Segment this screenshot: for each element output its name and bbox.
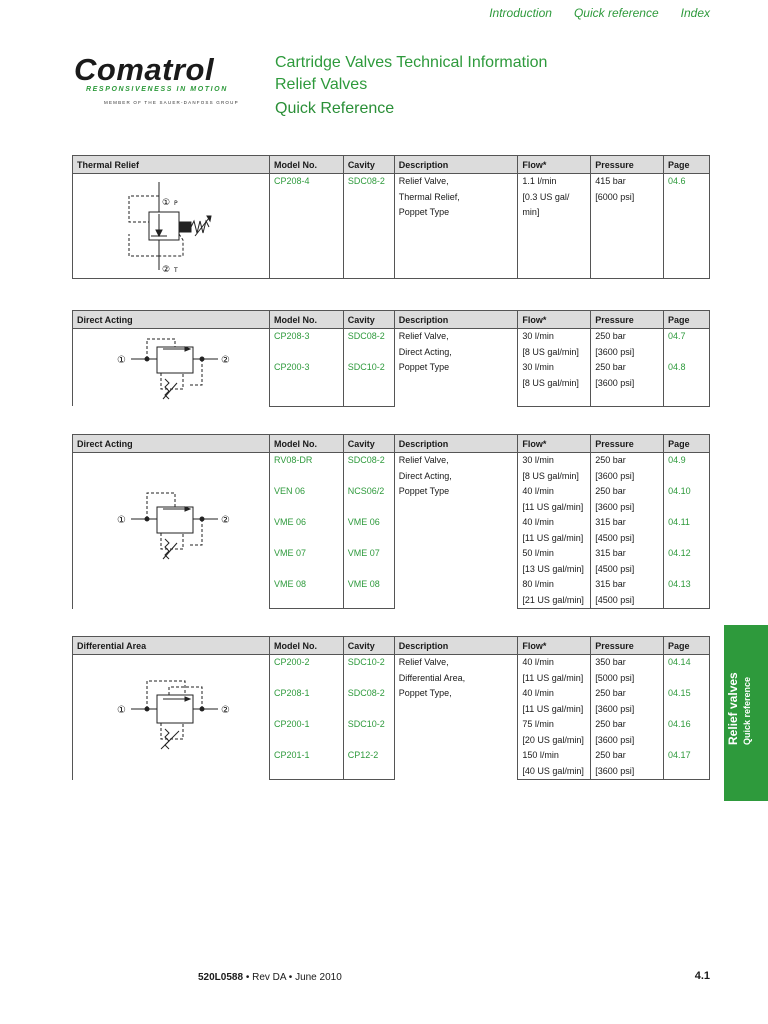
section-title: Direct Acting (73, 435, 270, 453)
model-number[interactable]: RV08-DR (270, 453, 344, 485)
comatrol-logo (74, 52, 262, 105)
flow (518, 174, 591, 279)
pressure-line: 350 bar (595, 657, 626, 667)
flow-line: 30 l/min (522, 362, 554, 372)
flow (518, 577, 591, 609)
column-header: Cavity (343, 311, 394, 329)
logo-member-line: MEMBER OF THE SAUER-DANFOSS GROUP (104, 100, 239, 105)
logo-wordmark: Comatrol (74, 52, 215, 87)
cavity[interactable]: SDC08-2 (343, 174, 394, 279)
pressure-line: 250 bar (595, 750, 626, 760)
cavity[interactable]: SDC10-2 (343, 360, 394, 406)
description-line: Poppet Type (398, 362, 450, 372)
column-header: Description (394, 311, 518, 329)
section-title: Thermal Relief (73, 156, 270, 174)
page-number: 4.1 (694, 970, 710, 982)
table-header-row (73, 637, 710, 655)
port-t-suffix: T (174, 267, 178, 274)
footer (198, 972, 342, 983)
pressure (591, 748, 664, 780)
symbol-cell (73, 174, 270, 279)
cavity[interactable]: VME 07 (343, 546, 394, 577)
flow-line: 1.1 l/min (522, 176, 557, 186)
flow-line: 150 l/min (522, 750, 559, 760)
table-header-row (73, 311, 710, 329)
table-row (73, 174, 710, 279)
page-link[interactable]: 04.15 (664, 686, 710, 717)
header-line-2: Relief Valves (275, 76, 368, 93)
description (394, 329, 518, 407)
header-line-3: Quick Reference (275, 100, 395, 117)
page-link[interactable]: 04.11 (664, 515, 710, 546)
page-link[interactable]: 04.8 (664, 360, 710, 406)
header-line-1: Cartridge Valves Technical Information (275, 54, 548, 71)
flow-line: 50 l/min (522, 548, 554, 558)
pressure (591, 329, 664, 361)
port-2-label: ② (221, 355, 230, 366)
direct-acting-table-2 (72, 434, 710, 609)
flow (518, 515, 591, 546)
column-header: Pressure (591, 637, 664, 655)
description-line: Direct Acting, (398, 346, 452, 357)
model-number[interactable]: VME 06 (270, 515, 344, 546)
direct-acting-relief-valve-symbol-icon (73, 329, 269, 405)
pressure (591, 577, 664, 609)
column-header: Cavity (343, 435, 394, 453)
footer-revision: • Rev DA • June 2010 (243, 972, 342, 983)
column-header: Model No. (270, 637, 344, 655)
flow (518, 686, 591, 717)
table-header-row (73, 156, 710, 174)
pressure-line: 315 bar (595, 517, 626, 527)
pressure (591, 484, 664, 515)
pressure (591, 546, 664, 577)
page-link[interactable]: 04.10 (664, 484, 710, 515)
pressure (591, 515, 664, 546)
side-tab-title: Relief valves (726, 672, 740, 745)
model-number[interactable]: VME 08 (270, 577, 344, 609)
pressure-line: 250 bar (595, 688, 626, 698)
column-header: Description (394, 637, 518, 655)
port-1-label: ① (117, 355, 126, 366)
pressure (591, 453, 664, 485)
flow-line: [8 US gal/min] (522, 377, 579, 388)
column-header: Page (664, 311, 710, 329)
table-row (73, 453, 710, 485)
description-line: Poppet Type, (398, 688, 452, 698)
column-header: Flow* (518, 156, 591, 174)
flow-line: 40 l/min (522, 517, 554, 527)
pressure-line: [3600 psi] (595, 377, 635, 388)
flow-line: min] (522, 207, 540, 217)
model-number[interactable]: VEN 06 (270, 484, 344, 515)
port-p-suffix: P (174, 200, 178, 207)
page-link[interactable]: 04.6 (664, 174, 710, 279)
column-header: Pressure (591, 435, 664, 453)
pressure-line: 315 bar (595, 548, 626, 558)
flow-line: [40 US gal/min] (522, 765, 584, 776)
flow (518, 484, 591, 515)
differential-area-table (72, 636, 710, 780)
thermal-relief-table (72, 155, 710, 279)
description-line: Relief Valve, (398, 657, 449, 667)
flow-line: 80 l/min (522, 579, 554, 589)
page-link[interactable]: 04.12 (664, 546, 710, 577)
port-p-label: ① (162, 198, 171, 208)
cavity[interactable]: SDC08-2 (343, 686, 394, 717)
pressure-line: 250 bar (595, 331, 626, 341)
flow (518, 655, 591, 687)
flow (518, 748, 591, 780)
column-header: Flow* (518, 637, 591, 655)
description (394, 655, 518, 780)
pressure-line: 250 bar (595, 719, 626, 729)
pressure-line: 250 bar (595, 362, 626, 372)
pressure (591, 360, 664, 406)
logo-tagline: RESPONSIVENESS IN MOTION (86, 86, 228, 93)
table-header-row (73, 435, 710, 453)
pressure-line: [5000 psi] (595, 672, 635, 683)
pressure-line: [3600 psi] (595, 765, 635, 776)
model-number[interactable]: CP200-3 (270, 360, 344, 406)
pressure (591, 655, 664, 687)
description-line: Relief Valve, (398, 176, 449, 186)
model-number[interactable]: CP200-2 (270, 655, 344, 687)
nav-index-link[interactable]: Index (680, 6, 710, 20)
column-header: Cavity (343, 156, 394, 174)
port-1-label: ① (117, 515, 126, 526)
flow-line: [20 US gal/min] (522, 734, 584, 745)
flow-line: 40 l/min (522, 688, 554, 698)
column-header: Pressure (591, 156, 664, 174)
symbol-cell (73, 453, 270, 609)
description-line: Relief Valve, (398, 455, 449, 465)
flow-line: 30 l/min (522, 455, 554, 465)
side-tab-subtitle: Quick reference (742, 676, 752, 745)
column-header: Flow* (518, 435, 591, 453)
cavity[interactable]: SDC08-2 (343, 329, 394, 361)
column-header: Page (664, 435, 710, 453)
document-header (275, 52, 547, 120)
port-2-label: ② (221, 705, 230, 716)
flow (518, 717, 591, 748)
cavity[interactable]: CP12-2 (343, 748, 394, 780)
pressure (591, 174, 664, 279)
differential-area-relief-valve-symbol-icon (73, 655, 269, 773)
flow-line: 40 l/min (522, 657, 554, 667)
column-header: Flow* (518, 311, 591, 329)
model-number[interactable]: VME 07 (270, 546, 344, 577)
column-header: Description (394, 435, 518, 453)
model-number[interactable]: CP208-1 (270, 686, 344, 717)
port-2-label: ② (221, 515, 230, 526)
symbol-cell (73, 329, 270, 407)
top-navigation (489, 6, 710, 20)
pressure-line: [4500 psi] (595, 563, 635, 574)
flow (518, 453, 591, 485)
flow-line: [8 US gal/min] (522, 346, 579, 357)
flow (518, 546, 591, 577)
document-number: 520L0588 (198, 972, 244, 983)
flow (518, 360, 591, 406)
description (394, 174, 518, 279)
pressure-line: [3600 psi] (595, 501, 635, 512)
column-header: Pressure (591, 311, 664, 329)
page-link[interactable]: 04.17 (664, 748, 710, 780)
column-header: Description (394, 156, 518, 174)
pressure-line: [4500 psi] (595, 594, 635, 605)
description-line: Relief Valve, (398, 331, 449, 341)
flow-line: 40 l/min (522, 486, 554, 496)
model-number[interactable]: CP200-1 (270, 717, 344, 748)
page-link[interactable]: 04.7 (664, 329, 710, 361)
column-header: Model No. (270, 311, 344, 329)
pressure (591, 686, 664, 717)
pressure-line: [3600 psi] (595, 346, 635, 357)
symbol-cell (73, 655, 270, 780)
description-line: Direct Acting, (398, 470, 452, 481)
pressure-line: [3600 psi] (595, 470, 635, 481)
column-header: Page (664, 156, 710, 174)
flow-line: [11 US gal/min] (522, 672, 584, 683)
pressure-line: [6000 psi] (595, 191, 635, 202)
port-t-label: ② (162, 265, 171, 275)
description-line: Thermal Relief, (398, 191, 460, 202)
pressure-line: 415 bar (595, 176, 626, 186)
flow-line: [11 US gal/min] (522, 501, 584, 512)
thermal-relief-valve-symbol-icon (73, 174, 269, 278)
flow-line: [0.3 US gal/ (522, 191, 570, 202)
pressure-line: [3600 psi] (595, 734, 635, 745)
nav-quick-reference-link[interactable]: Quick reference (573, 6, 659, 20)
page-link[interactable]: 04.13 (664, 577, 710, 609)
flow-line: [13 US gal/min] (522, 563, 584, 574)
pressure-line: 315 bar (595, 579, 626, 589)
description-line: Poppet Type (398, 207, 450, 217)
page-link[interactable]: 04.9 (664, 453, 710, 485)
direct-acting-table-1 (72, 310, 710, 407)
model-number[interactable]: CP208-3 (270, 329, 344, 361)
flow-line: [21 US gal/min] (522, 594, 584, 605)
column-header: Cavity (343, 637, 394, 655)
column-header: Page (664, 637, 710, 655)
cavity[interactable]: NCS06/2 (343, 484, 394, 515)
model-number[interactable]: CP201-1 (270, 748, 344, 780)
direct-acting-relief-valve-symbol-icon (73, 453, 269, 603)
model-number[interactable]: CP208-4 (270, 174, 344, 279)
port-1-label: ① (117, 705, 126, 716)
cavity[interactable]: SDC08-2 (343, 453, 394, 485)
cavity[interactable]: SDC10-2 (343, 717, 394, 748)
flow-line: 30 l/min (522, 331, 554, 341)
flow-line: 75 l/min (522, 719, 554, 729)
cavity[interactable]: VME 08 (343, 577, 394, 609)
description (394, 453, 518, 609)
pressure (591, 717, 664, 748)
cavity[interactable]: SDC10-2 (343, 655, 394, 687)
table-row (73, 655, 710, 687)
table-row (73, 329, 710, 361)
description-line: Poppet Type (398, 486, 450, 496)
section-title: Differential Area (73, 637, 270, 655)
relief-valves-side-tab[interactable] (724, 625, 768, 801)
pressure-line: [4500 psi] (595, 532, 635, 543)
pressure-line: 250 bar (595, 486, 626, 496)
page-link[interactable]: 04.14 (664, 655, 710, 687)
nav-introduction-link[interactable]: Introduction (489, 6, 552, 20)
flow (518, 329, 591, 361)
flow-line: [11 US gal/min] (522, 532, 584, 543)
pressure-line: 250 bar (595, 455, 626, 465)
flow-line: [11 US gal/min] (522, 703, 584, 714)
pressure-line: [3600 psi] (595, 703, 635, 714)
cavity[interactable]: VME 06 (343, 515, 394, 546)
flow-line: [8 US gal/min] (522, 470, 579, 481)
column-header: Model No. (270, 156, 344, 174)
description-line: Differential Area, (398, 672, 466, 683)
section-title: Direct Acting (73, 311, 270, 329)
column-header: Model No. (270, 435, 344, 453)
page-link[interactable]: 04.16 (664, 717, 710, 748)
